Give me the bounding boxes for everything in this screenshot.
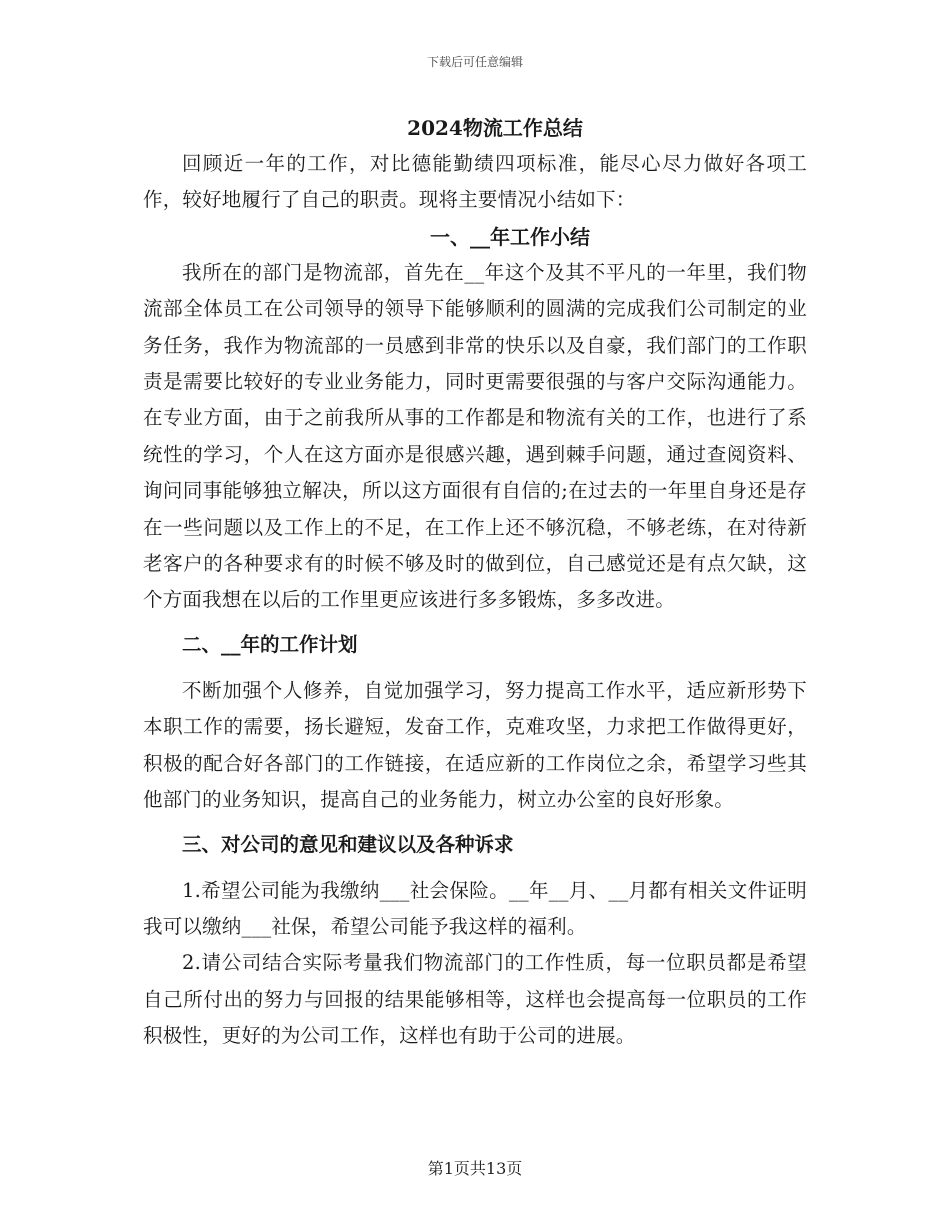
intro-paragraph: 回顾近一年的工作，对比德能勤绩四项标准，能尽心尽力做好各项工作，较好地履行了自己的职责。现将主要情况小结如下： — [143, 152, 807, 212]
section-3-item-2: 2.请公司结合实际考量我们物流部门的工作性质，每一位职员都是希望自己所付出的努力与回报的结果能够相等，这样也会提高每一位职员的工作积极性，更好的为公司工作，这样也有助于公司的进展。 — [143, 951, 807, 1048]
page-title: 2024物流工作总结 — [407, 116, 583, 140]
document-body — [143, 110, 807, 1055]
page-footer: 第1页共13页 — [427, 1159, 523, 1178]
section-1-body: 我所在的部门是物流部，首先在__年这个及其不平凡的一年里，我们物流部全体员工在公司领导的领导下能够顺利的圆满的完成我们公司制定的业务任务，我作为物流部的一员感到非常的快乐以及自豪，我们部门的工作职责是需要比较好的专业业务能力，同时更需要很强的与客户交际沟通能力。在专业方面，由于之前我所从事的工作都是和物流有关的工作，也进行了系统性的学习，个人在这方面亦是很感兴趣，遇到棘手问题，通过查阅资料、询问同事能够独立解决，所以这方面很有自信的;在过去的一年里自身还是存在一些问题以及工作上的不足，在工作上还不够沉稳，不够老练，在对待新老客户的各种要求有的时候不够及时的做到位，自己感觉还是有点欠缺，这个方面我想在以后的工作里更应该进行多多锻炼，多多改进。 — [143, 260, 807, 612]
section-3-item-1: 1.希望公司能为我缴纳___社会保险。__年__月、__月都有相关文件证明我可以缴纳___社保，希望公司能予我这样的福利。 — [143, 878, 807, 938]
header-note: 下载后可任意编辑 — [426, 55, 523, 69]
section-3-heading: 三、对公司的意见和建议以及各种诉求 — [182, 832, 514, 856]
section-2-body: 不断加强个人修养，自觉加强学习，努力提高工作水平，适应新形势下本职工作的需要，扬长避短，发奋工作，克难攻坚，力求把工作做得更好，积极的配合好各部门的工作链接，在适应新的工作岗位之余，希望学习些其他部门的业务知识，提高自己的业务能力，树立办公室的良好形象。 — [143, 678, 807, 812]
section-1-heading: 一、__年工作小结 — [430, 224, 590, 249]
section-2-heading: 二、__年的工作计划 — [182, 632, 358, 656]
